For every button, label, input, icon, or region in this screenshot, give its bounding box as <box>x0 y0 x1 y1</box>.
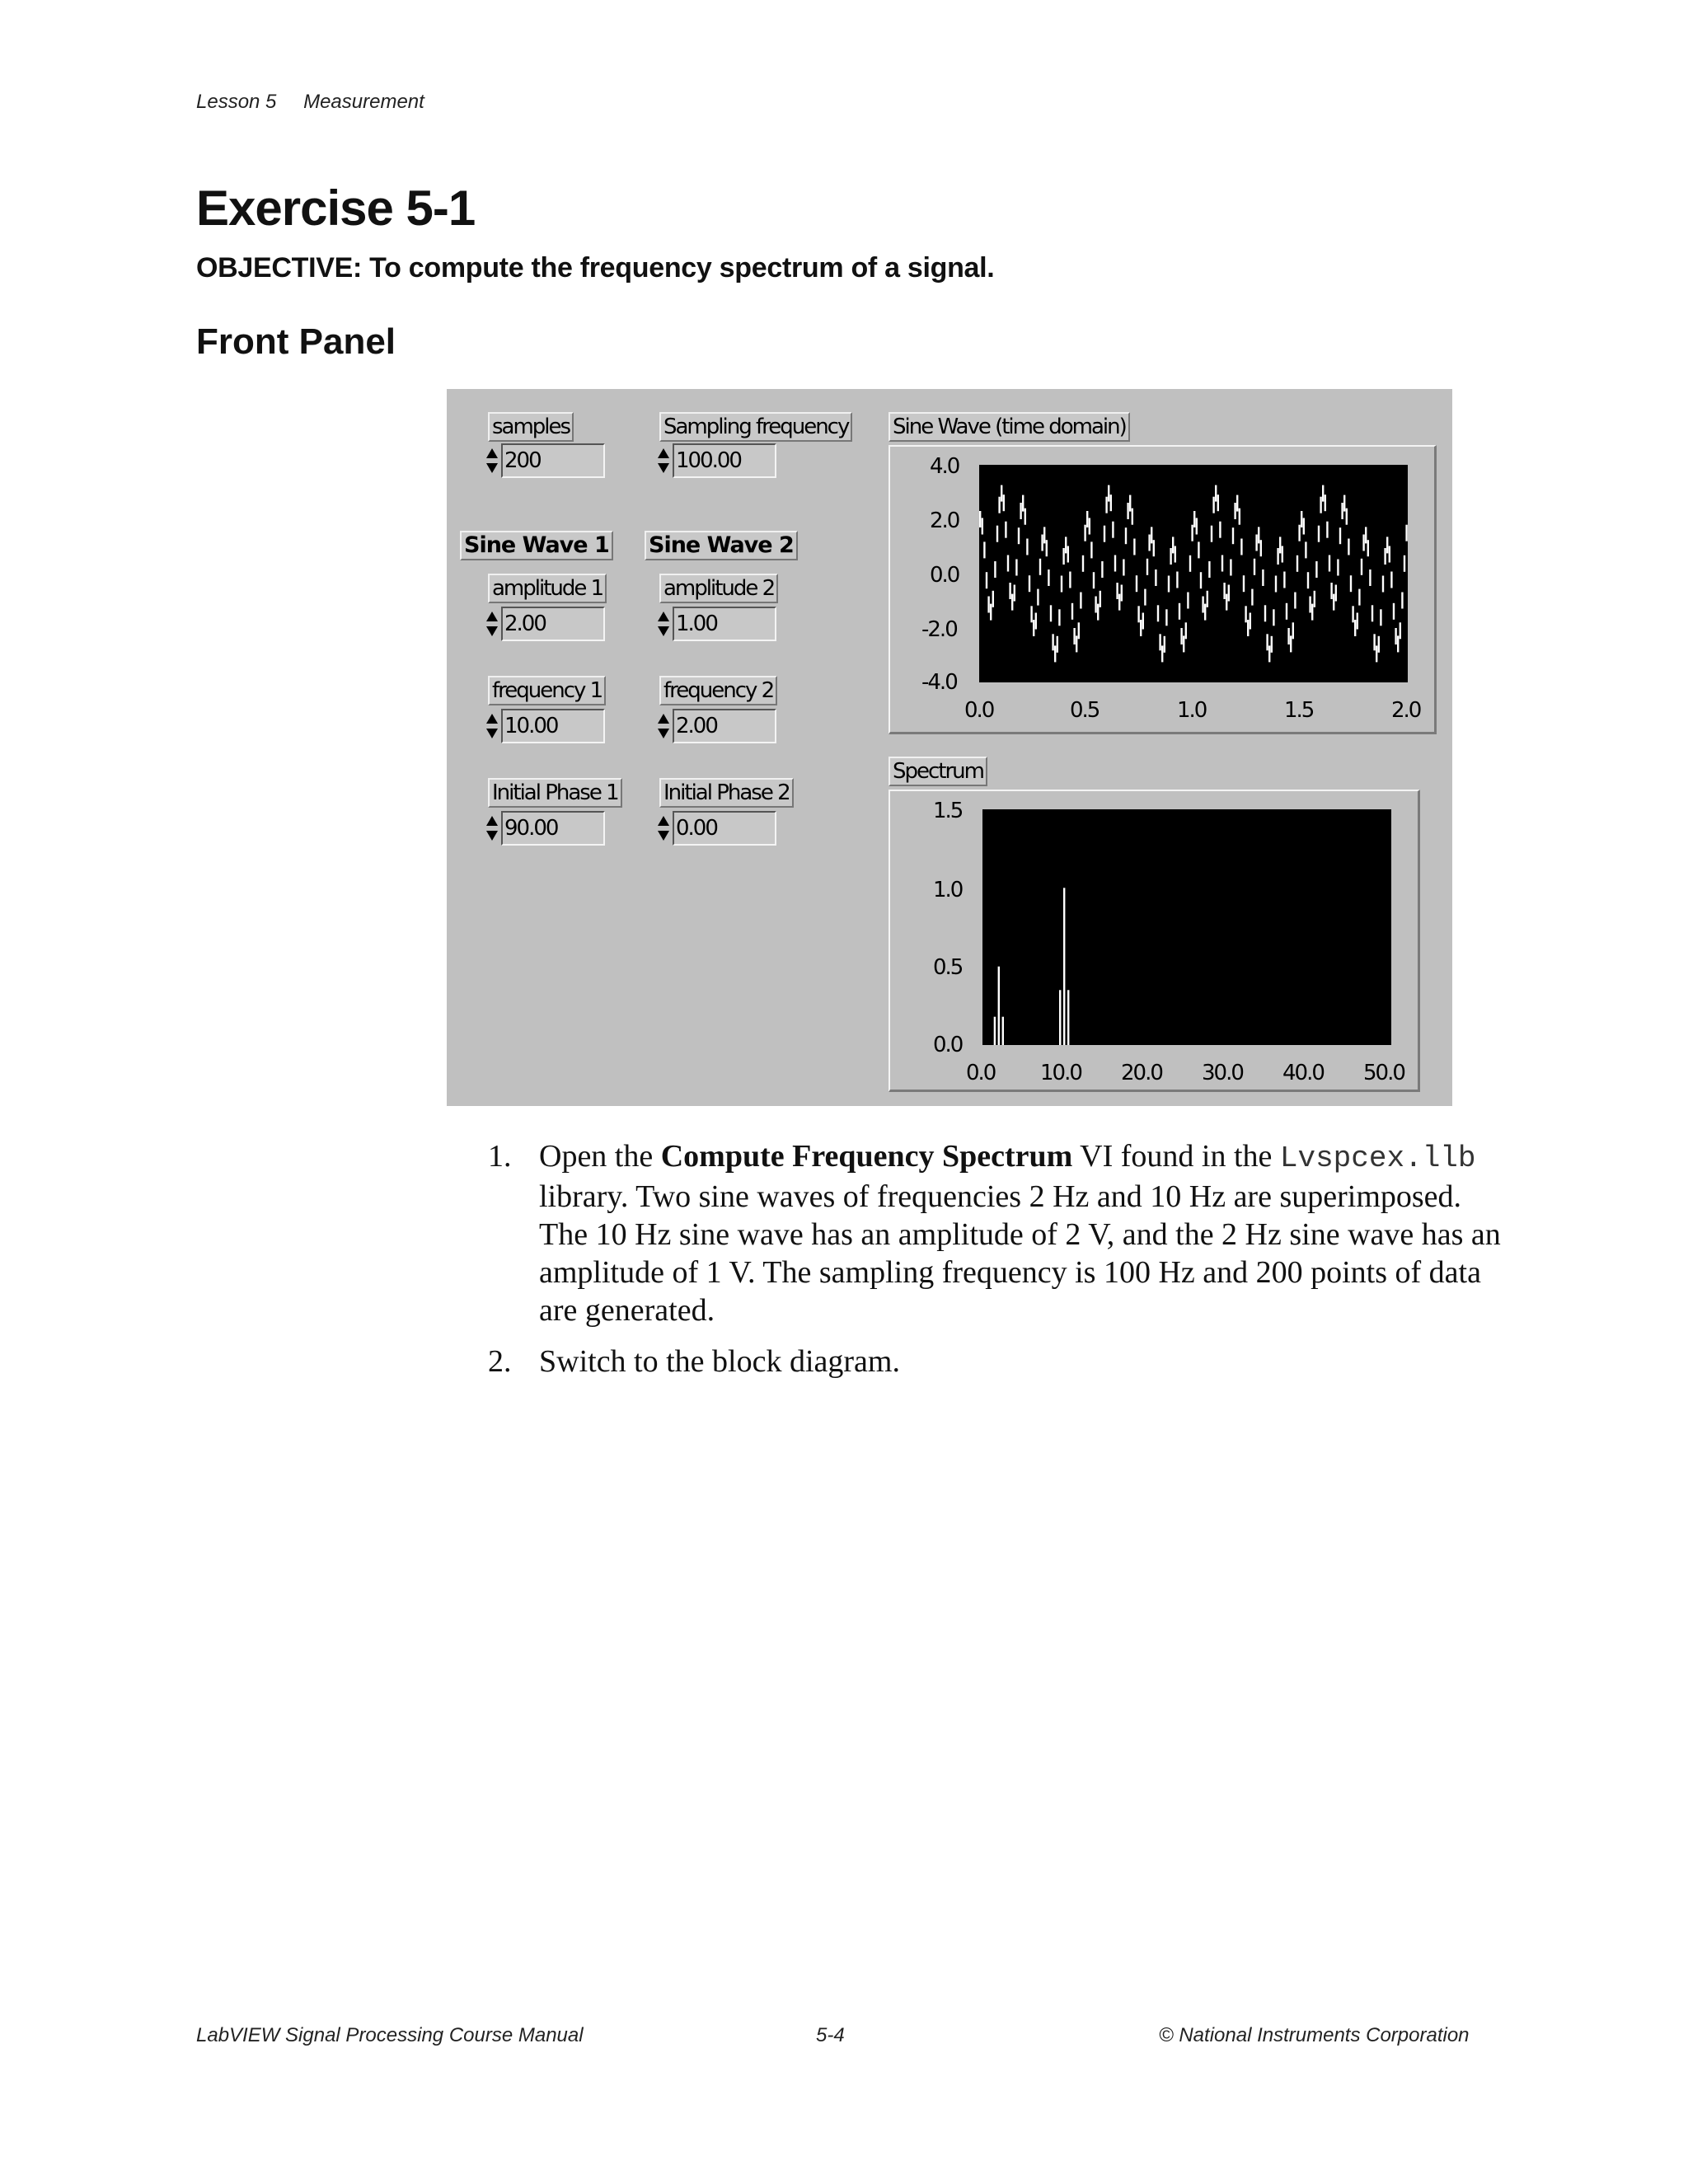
time-sample-point <box>1307 572 1309 588</box>
time-sample-point <box>1125 527 1127 544</box>
time-sample-point <box>1076 635 1077 652</box>
time-sample-point <box>1157 605 1159 621</box>
time-sample-point <box>1266 634 1268 650</box>
time-sample-point <box>1189 555 1191 572</box>
time-sample-point <box>1183 635 1184 652</box>
increment-arrow-icon[interactable] <box>658 612 669 621</box>
frequency-2-label: frequency 2 <box>659 676 777 705</box>
spectrum-bar <box>1063 888 1065 1045</box>
time-sample-point <box>1296 555 1298 572</box>
time-sample-point <box>1015 560 1017 576</box>
time-sample-point <box>1164 636 1165 653</box>
decrement-arrow-icon[interactable] <box>658 463 669 473</box>
time-graph-plot <box>979 465 1408 682</box>
sine-wave-2-group-label: Sine Wave 2 <box>645 531 798 560</box>
spectrum-graph-label: Spectrum <box>889 757 987 786</box>
time-sample-point <box>1245 606 1246 622</box>
sine-wave-1-group-label: Sine Wave 1 <box>460 531 613 560</box>
time-sample-point <box>1035 613 1037 630</box>
decrement-arrow-icon[interactable] <box>486 729 498 738</box>
time-sample-point <box>1029 575 1030 592</box>
time-sample-point <box>1052 634 1053 650</box>
increment-arrow-icon[interactable] <box>486 816 498 826</box>
spectrum-graph-plot <box>982 809 1391 1045</box>
time-sample-point <box>1273 609 1274 626</box>
step-number: 1. <box>488 1139 512 1174</box>
sampling-frequency-label: Sampling frequency <box>659 412 852 442</box>
time-sample-point <box>1207 591 1208 607</box>
time-sample-point <box>1007 555 1009 572</box>
amplitude-1-input[interactable]: 2.00 <box>501 607 605 641</box>
time-sample-point <box>1386 537 1388 553</box>
time-sample-point <box>1217 494 1219 511</box>
time-sample-point <box>1389 546 1390 563</box>
time-sample-point <box>994 561 996 578</box>
time-sample-point <box>1054 645 1056 662</box>
initial-phase-2-label: Initial Phase 2 <box>659 778 794 808</box>
time-sample-point <box>1069 572 1071 588</box>
time-sample-point <box>1400 622 1401 639</box>
time-sample-point <box>1020 503 1021 519</box>
time-sample-point <box>1105 497 1107 513</box>
time-sample-point <box>1033 620 1034 636</box>
time-sample-point <box>1337 560 1339 576</box>
time-sample-point <box>1097 604 1099 621</box>
time-sample-point <box>1121 585 1123 602</box>
time-sample-point <box>1303 518 1305 535</box>
instruction-steps <box>488 1137 1502 1394</box>
footer-page-number: 5-4 <box>816 2024 845 2046</box>
time-sample-point <box>1046 540 1048 556</box>
step-text: library. Two sine waves of frequencies 2 Hz and 10 Hz are superimposed. The 10 Hz sine wave has an amplitude of 2 V, and the 2 Hz sine wave has an amplitude of 1 V. The sampling frequency is 100 Hz and 200 points of data are generated. <box>539 1179 1501 1328</box>
initial-phase-1-spinner[interactable] <box>486 811 498 846</box>
time-y-tick: 2.0 <box>930 509 959 533</box>
time-graph-svg <box>979 465 1408 682</box>
time-sample-point <box>1142 613 1144 630</box>
time-sample-point <box>1401 593 1403 609</box>
time-sample-point <box>1395 628 1396 644</box>
time-sample-point <box>1282 546 1283 563</box>
time-sample-point <box>1290 635 1292 652</box>
time-sample-point <box>1343 495 1345 512</box>
time-sample-point <box>1294 593 1296 609</box>
time-sample-point <box>1292 622 1294 639</box>
time-sample-point <box>1226 594 1227 611</box>
time-sample-point <box>1283 572 1285 588</box>
time-sample-point <box>1405 525 1407 541</box>
decrement-arrow-icon[interactable] <box>486 626 498 636</box>
time-sample-point <box>1215 485 1217 502</box>
time-sample-point <box>1112 522 1114 538</box>
time-sample-point <box>1258 527 1259 543</box>
increment-arrow-icon[interactable] <box>658 448 669 458</box>
time-sample-point <box>1043 527 1045 543</box>
front-panel <box>447 389 1452 1106</box>
time-sample-point <box>1230 560 1231 576</box>
time-sample-point <box>1247 620 1249 636</box>
time-sample-point <box>1333 594 1334 611</box>
time-sample-point <box>1365 527 1367 543</box>
spectrum-bar <box>998 967 1000 1045</box>
time-sample-point <box>1350 575 1352 592</box>
time-sample-point <box>1275 576 1277 593</box>
time-sample-point <box>1243 575 1245 592</box>
amplitude-1-spinner[interactable] <box>486 607 498 641</box>
time-sample-point <box>1172 537 1174 553</box>
time-sample-point <box>1101 561 1103 578</box>
time-y-tick: 4.0 <box>930 454 959 479</box>
spectrum-y-tick: 0.0 <box>933 1033 963 1057</box>
time-sample-point <box>1271 636 1273 653</box>
time-sample-point <box>1137 606 1139 622</box>
time-sample-point <box>1175 546 1176 563</box>
time-sample-point <box>1311 604 1313 621</box>
time-graph-label: Sine Wave (time domain) <box>889 412 1130 442</box>
time-sample-point <box>1048 569 1049 586</box>
spectrum-x-tick: 30.0 <box>1202 1061 1243 1085</box>
time-sample-point <box>1315 561 1317 578</box>
frequency-2-spinner[interactable] <box>658 709 669 743</box>
time-x-tick: 1.5 <box>1284 698 1314 723</box>
time-sample-point <box>1255 535 1257 551</box>
running-header <box>196 91 446 114</box>
time-sample-point <box>1404 555 1405 572</box>
time-sample-point <box>1039 559 1041 575</box>
time-sample-point <box>1078 622 1080 639</box>
time-sample-point <box>1397 635 1399 652</box>
time-sample-point <box>986 572 987 588</box>
time-sample-point <box>1022 495 1024 512</box>
spectrum-y-tick: 1.5 <box>933 799 963 823</box>
time-sample-point <box>1061 576 1062 593</box>
time-sample-point <box>982 518 983 535</box>
time-sample-point <box>1014 585 1015 602</box>
spectrum-y-tick: 0.5 <box>933 955 963 980</box>
time-sample-point <box>996 526 998 542</box>
time-sample-point <box>1335 585 1337 602</box>
amplitude-2-label: amplitude 2 <box>659 574 778 603</box>
time-sample-point <box>1132 509 1133 525</box>
time-sample-point <box>1133 539 1135 555</box>
time-sample-point <box>1320 497 1321 513</box>
samples-label: samples <box>488 412 574 442</box>
time-sample-point <box>1372 605 1373 621</box>
time-sample-point <box>1073 628 1075 644</box>
time-sample-point <box>983 541 985 558</box>
step-text: Switch to the block diagram. <box>539 1344 900 1379</box>
time-sample-point <box>1062 548 1064 565</box>
time-sample-point <box>1071 603 1073 620</box>
step-text: Open the <box>539 1139 661 1174</box>
time-sample-point <box>1161 645 1163 662</box>
spectrum-x-tick: 0.0 <box>966 1061 996 1085</box>
time-sample-point <box>992 591 994 607</box>
time-sample-point <box>1180 628 1182 644</box>
time-sample-point <box>1108 485 1109 502</box>
time-sample-point <box>1058 609 1060 626</box>
time-sample-point <box>1208 561 1210 578</box>
time-y-tick: 0.0 <box>930 563 959 588</box>
time-sample-point <box>1153 540 1155 556</box>
time-sample-point <box>1200 572 1202 588</box>
time-sample-point <box>1339 527 1341 544</box>
step-2 <box>488 1343 1502 1380</box>
time-sample-point <box>1140 620 1142 636</box>
time-sample-point <box>1009 583 1010 599</box>
spectrum-x-tick: 40.0 <box>1282 1061 1324 1085</box>
time-sample-point <box>1090 541 1092 558</box>
time-sample-point <box>1361 559 1362 575</box>
front-panel-heading: Front Panel <box>196 321 396 362</box>
time-sample-point <box>1185 622 1187 639</box>
time-sample-point <box>1168 576 1170 593</box>
time-sample-point <box>1384 548 1386 565</box>
time-sample-point <box>1325 494 1326 511</box>
time-sample-point <box>1144 589 1146 606</box>
time-sample-point <box>1179 603 1180 620</box>
time-sample-point <box>1118 594 1120 611</box>
time-sample-point <box>998 497 1000 513</box>
increment-arrow-icon[interactable] <box>658 816 669 826</box>
time-sample-point <box>1123 560 1124 576</box>
time-sample-point <box>1298 525 1300 541</box>
time-sample-point <box>1376 645 1377 662</box>
frequency-1-label: frequency 1 <box>488 676 606 705</box>
time-sample-point <box>1176 572 1178 588</box>
time-sample-point <box>1239 509 1240 525</box>
time-sample-point <box>1219 522 1221 538</box>
time-sample-point <box>1250 613 1251 630</box>
increment-arrow-icon[interactable] <box>486 714 498 724</box>
time-sample-point <box>1382 576 1384 593</box>
time-sample-point <box>979 511 981 527</box>
vi-name: Compute Frequency Spectrum <box>660 1139 1073 1174</box>
time-sample-point <box>1223 583 1225 599</box>
increment-arrow-icon[interactable] <box>486 448 498 458</box>
step-1 <box>488 1137 1502 1329</box>
time-x-tick: 1.0 <box>1177 698 1207 723</box>
time-sample-point <box>1001 485 1002 502</box>
time-sample-point <box>1221 555 1223 572</box>
time-sample-point <box>1196 518 1198 535</box>
time-sample-point <box>1279 537 1281 553</box>
time-sample-point <box>1228 585 1230 602</box>
time-sample-point <box>1129 495 1131 512</box>
decrement-arrow-icon[interactable] <box>658 626 669 636</box>
amplitude-1-label: amplitude 1 <box>488 574 607 603</box>
initial-phase-2-input[interactable]: 0.00 <box>673 811 776 846</box>
time-sample-point <box>1170 548 1171 565</box>
time-sample-point <box>1260 540 1262 556</box>
time-sample-point <box>1025 509 1026 525</box>
time-sample-point <box>1277 548 1278 565</box>
time-sample-point <box>1341 503 1343 519</box>
sampling-frequency-spinner[interactable] <box>658 443 669 478</box>
time-x-tick: 0.5 <box>1070 698 1100 723</box>
time-sample-point <box>1011 594 1013 611</box>
time-sample-point <box>1354 620 1356 636</box>
time-sample-point <box>1041 535 1043 551</box>
spectrum-bar <box>1059 990 1061 1045</box>
spectrum-x-tick: 10.0 <box>1040 1061 1081 1085</box>
time-sample-point <box>1309 597 1311 613</box>
initial-phase-2-spinner[interactable] <box>658 811 669 846</box>
time-sample-point <box>1030 606 1032 622</box>
time-sample-point <box>1057 636 1058 653</box>
time-x-tick: 0.0 <box>964 698 994 723</box>
time-sample-point <box>1095 597 1096 613</box>
time-sample-point <box>1100 591 1101 607</box>
time-sample-point <box>1393 603 1395 620</box>
header-section: Measurement <box>303 91 424 113</box>
time-sample-point <box>1264 605 1266 621</box>
header-lesson: Lesson 5 <box>196 91 277 113</box>
time-sample-point <box>1114 555 1116 572</box>
time-sample-point <box>1378 636 1380 653</box>
amplitude-2-spinner[interactable] <box>658 607 669 641</box>
time-sample-point <box>1262 569 1264 586</box>
exercise-title: Exercise 5-1 <box>196 180 476 236</box>
time-sample-point <box>1193 511 1195 527</box>
time-sample-point <box>1318 526 1320 542</box>
time-sample-point <box>1037 589 1039 606</box>
time-sample-point <box>1232 527 1234 544</box>
time-sample-point <box>1254 559 1255 575</box>
time-sample-point <box>1212 497 1214 513</box>
time-sample-point <box>1050 605 1052 621</box>
time-sample-point <box>1084 525 1085 541</box>
frequency-2-input[interactable]: 2.00 <box>673 709 776 743</box>
frequency-1-input[interactable]: 10.00 <box>501 709 605 743</box>
samples-input[interactable]: 200 <box>501 443 605 478</box>
time-sample-point <box>1346 509 1348 525</box>
spectrum-x-tick: 20.0 <box>1121 1061 1162 1085</box>
time-sample-point <box>1155 569 1156 586</box>
time-sample-point <box>1211 526 1212 542</box>
time-sample-point <box>1136 575 1137 592</box>
time-sample-point <box>1018 527 1020 544</box>
sampling-frequency-input[interactable]: 100.00 <box>673 443 776 478</box>
decrement-arrow-icon[interactable] <box>486 831 498 841</box>
time-sample-point <box>1116 583 1118 599</box>
time-sample-point <box>1089 518 1090 535</box>
time-sample-point <box>1191 525 1193 541</box>
time-sample-point <box>1202 597 1203 613</box>
time-sample-point <box>1301 511 1302 527</box>
time-sample-point <box>1165 609 1167 626</box>
time-sample-point <box>1086 511 1088 527</box>
time-sample-point <box>1127 503 1128 519</box>
time-sample-point <box>1065 537 1067 553</box>
time-sample-point <box>1314 591 1315 607</box>
time-y-tick: -2.0 <box>921 617 957 642</box>
time-sample-point <box>1326 522 1328 538</box>
time-sample-point <box>1236 495 1238 512</box>
amplitude-2-input[interactable]: 1.00 <box>673 607 776 641</box>
spectrum-x-tick: 50.0 <box>1363 1061 1404 1085</box>
time-sample-point <box>1187 593 1189 609</box>
frequency-1-spinner[interactable] <box>486 709 498 743</box>
time-sample-point <box>1329 555 1330 572</box>
time-sample-point <box>1380 609 1381 626</box>
time-sample-point <box>1390 572 1392 588</box>
initial-phase-1-label: Initial Phase 1 <box>488 778 622 808</box>
time-sample-point <box>987 597 989 613</box>
time-sample-point <box>1330 583 1332 599</box>
time-sample-point <box>1286 603 1287 620</box>
time-sample-point <box>1234 503 1236 519</box>
step-text: VI found in the <box>1072 1139 1280 1174</box>
time-sample-point <box>1268 645 1270 662</box>
time-sample-point <box>1104 526 1105 542</box>
footer-left: LabVIEW Signal Processing Course Manual <box>196 2024 584 2046</box>
increment-arrow-icon[interactable] <box>658 714 669 724</box>
time-sample-point <box>1367 540 1369 556</box>
time-sample-point <box>1159 634 1160 650</box>
time-sample-point <box>1352 606 1353 622</box>
spectrum-bar <box>1067 990 1069 1045</box>
time-sample-point <box>1305 541 1306 558</box>
time-sample-point <box>1110 494 1112 511</box>
time-y-tick: -4.0 <box>921 670 957 695</box>
decrement-arrow-icon[interactable] <box>486 463 498 473</box>
time-sample-point <box>1251 589 1253 606</box>
time-sample-point <box>1003 494 1005 511</box>
time-sample-point <box>1348 539 1349 555</box>
time-sample-point <box>1026 539 1028 555</box>
increment-arrow-icon[interactable] <box>486 612 498 621</box>
samples-spinner[interactable] <box>486 443 498 478</box>
time-sample-point <box>1287 628 1289 644</box>
objective: OBJECTIVE: To compute the frequency spectrum of a signal. <box>196 252 995 284</box>
time-sample-point <box>1005 522 1006 538</box>
time-sample-point <box>990 604 992 621</box>
time-sample-point <box>1357 613 1358 630</box>
initial-phase-1-input[interactable]: 90.00 <box>501 811 605 846</box>
spectrum-y-tick: 1.0 <box>933 878 963 902</box>
time-sample-point <box>1240 539 1242 555</box>
time-sample-point <box>1082 555 1084 572</box>
time-sample-point <box>1198 541 1199 558</box>
time-sample-point <box>1151 527 1152 543</box>
time-sample-point <box>1358 589 1360 606</box>
time-sample-point <box>1148 535 1150 551</box>
time-sample-point <box>1080 593 1081 609</box>
time-sample-point <box>1093 572 1095 588</box>
spectrum-graph-svg <box>982 809 1391 1045</box>
time-sample-point <box>1322 485 1324 502</box>
library-name: Lvspcex.llb <box>1279 1141 1476 1175</box>
time-sample-point <box>1369 569 1371 586</box>
time-sample-point <box>1362 535 1364 551</box>
decrement-arrow-icon[interactable] <box>658 729 669 738</box>
time-sample-point <box>1067 546 1069 563</box>
footer-right: © National Instruments Corporation <box>1159 2024 1470 2046</box>
decrement-arrow-icon[interactable] <box>658 831 669 841</box>
time-sample-point <box>1146 559 1148 575</box>
time-x-tick: 2.0 <box>1391 698 1421 723</box>
spectrum-bar <box>994 1017 996 1045</box>
time-sample-point <box>1373 634 1375 650</box>
time-sample-point <box>1204 604 1206 621</box>
step-number: 2. <box>488 1344 512 1379</box>
spectrum-bar <box>1002 1017 1004 1045</box>
